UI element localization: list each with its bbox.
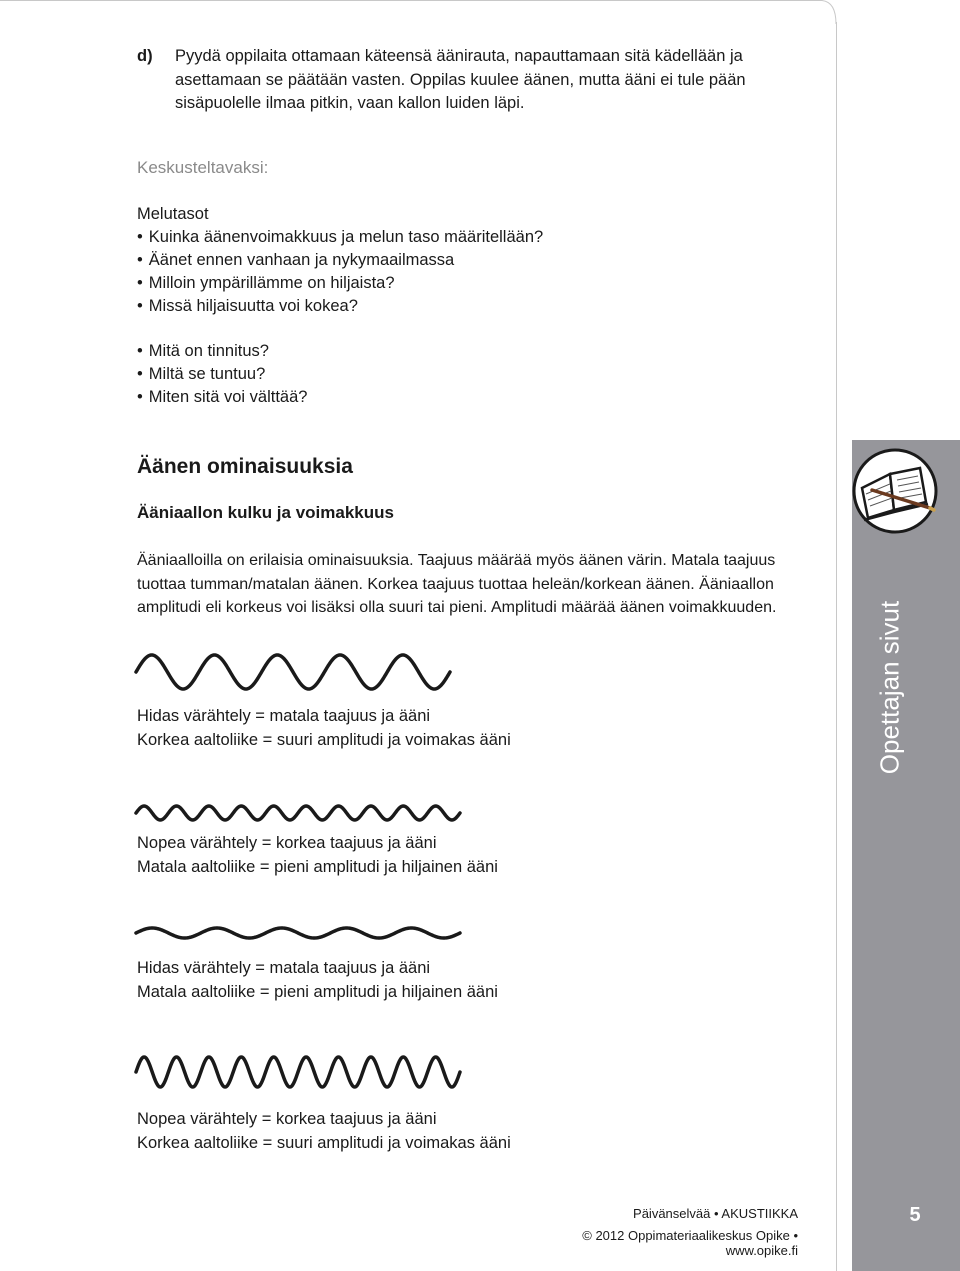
discussion-topic: Melutasot xyxy=(137,205,209,223)
wave-caption-line2: Matala aaltoliike = pieni amplitudi ja hiljainen ääni xyxy=(137,982,498,1001)
discussion-bullet: • Äänet ennen vanhaan ja nykymaailmassa xyxy=(137,251,454,270)
page-number: 5 xyxy=(909,1204,921,1226)
discussion-heading: Keskusteltavaksi: xyxy=(137,158,269,177)
page-corner-fold xyxy=(818,0,840,24)
wave-caption-line1: Nopea värähtely = korkea taajuus ja ääni xyxy=(137,834,437,852)
wave-diagram-fast-low xyxy=(130,798,470,828)
wave-caption-line1: Hidas värähtely = matala taajuus ja ääni xyxy=(137,959,431,977)
footer-series: Päivänselvää • AKUSTIIKKA xyxy=(633,1206,798,1221)
instruction-paragraph xyxy=(137,45,817,116)
discussion-bullet: • Mitä on tinnitus? xyxy=(137,342,269,361)
wave-diagram-fast-high xyxy=(130,1052,470,1092)
wave-caption-line1: Nopea värähtely = korkea taajuus ja ääni xyxy=(137,1110,437,1128)
footer-copyright: © 2012 Oppimateriaalikeskus Opike • www.opike.fi xyxy=(582,1228,798,1258)
item-label: d) xyxy=(137,47,153,65)
side-tab-label xyxy=(852,600,912,775)
wave-caption-line2: Matala aaltoliike = pieni amplitudi ja hiljainen ääni xyxy=(137,857,498,876)
discussion-bullet: • Milloin ympärillämme on hiljaista? xyxy=(137,274,395,293)
discussion-bullet: • Missä hiljaisuutta voi kokea? xyxy=(137,297,358,316)
wave-diagram-slow-low xyxy=(130,922,470,944)
wave-caption-line2: Korkea aaltoliike = suuri amplitudi ja voimakas ääni xyxy=(137,1133,511,1152)
section-intro: Ääniaalloilla on erilaisia ominaisuuksia. Taajuus määrää myös äänen värin. Matala taajuus tuottaa tumman/matalan äänen. Korkea taajuus tuottaa heleän/korkean äänen. Ääniaallon amplitudi eli korkeus voi lisäksi olla suuri tai pieni. Amplitudi määrää äänen voimakkuuden. xyxy=(137,552,777,616)
page-edge-top xyxy=(0,0,820,1)
wave-diagram-slow-high xyxy=(130,648,460,696)
wave-caption-line1: Hidas värähtely = matala taajuus ja ääni xyxy=(137,707,431,725)
wave-caption xyxy=(137,832,498,879)
wave-caption xyxy=(137,957,498,1004)
wave-caption xyxy=(137,1108,511,1155)
wave-line xyxy=(136,928,460,938)
wave-caption xyxy=(137,705,511,752)
discussion-bullet: • Miten sitä voi välttää? xyxy=(137,388,307,407)
side-tab-text: Opettajan sivut xyxy=(874,600,905,775)
section-title: Äänen ominaisuuksia xyxy=(137,455,353,478)
wave-line xyxy=(136,806,460,820)
book-icon xyxy=(852,448,938,534)
wave-caption-line2: Korkea aaltoliike = suuri amplitudi ja voimakas ääni xyxy=(137,730,511,749)
side-tab xyxy=(852,440,960,1271)
discussion-bullet: • Kuinka äänenvoimakkuus ja melun taso määritellään? xyxy=(137,228,543,247)
discussion-bullet: • Miltä se tuntuu? xyxy=(137,365,265,384)
wave-line xyxy=(136,1057,460,1087)
wave-line xyxy=(136,655,450,689)
page-edge-right xyxy=(836,22,837,1271)
section-subtitle: Ääniaallon kulku ja voimakkuus xyxy=(137,503,394,522)
instruction-text: Pyydä oppilaita ottamaan käteensä äänirauta, napauttamaan sitä kädellään ja asettamaan se päätään vasten. Oppilas kuulee äänen, mutta ääni ei tule pään sisäpuolelle ilmaa pitkin, vaan kallon luiden läpi. xyxy=(175,47,746,112)
